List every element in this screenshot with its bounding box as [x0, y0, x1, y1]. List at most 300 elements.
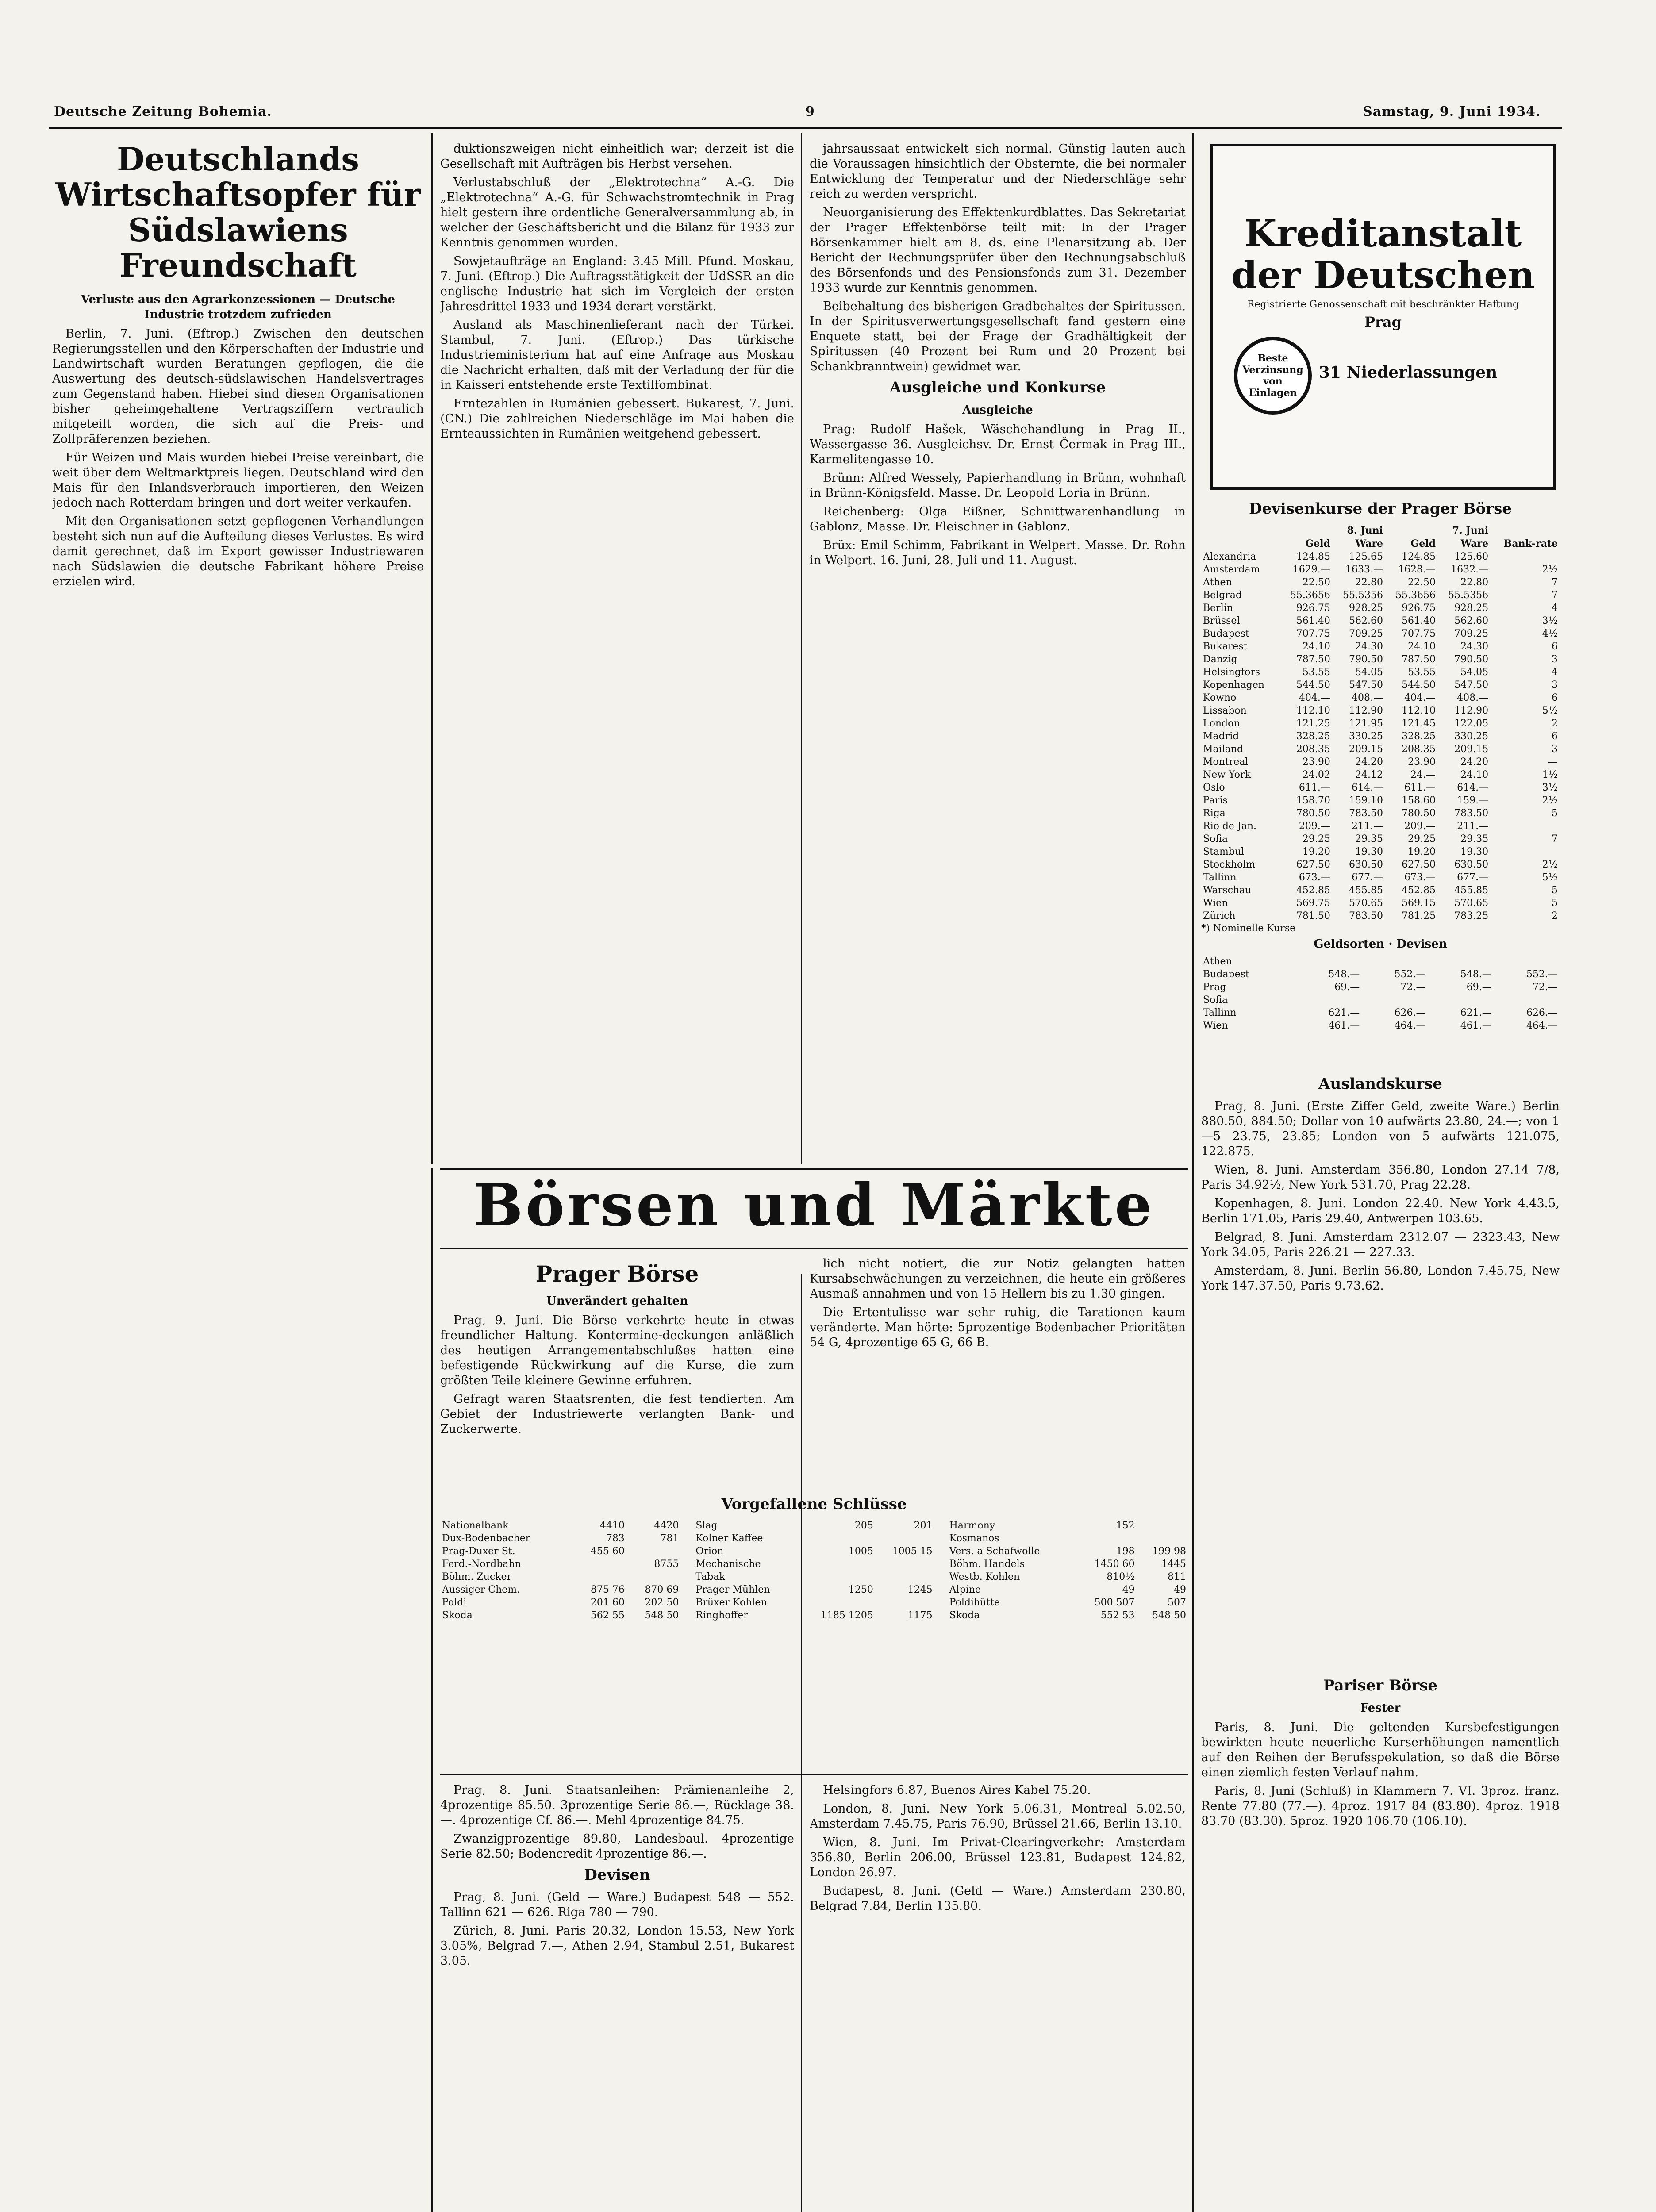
column-header: Geld: [1305, 538, 1330, 549]
table-cell: 2½: [1542, 859, 1558, 870]
table-cell: 455.85: [1454, 885, 1489, 896]
ad-branches: 31 Niederlassungen: [1319, 363, 1498, 382]
table-cell: 562.60: [1454, 615, 1489, 626]
table-row: [1201, 833, 1560, 845]
article-main: [52, 142, 424, 2212]
row-label: Amsterdam: [1203, 564, 1260, 575]
table-cell: 22.80: [1355, 577, 1383, 588]
table-cell: 787.50: [1402, 654, 1436, 665]
table-cell: 205: [854, 1520, 873, 1531]
table-cell: [626, 1571, 680, 1583]
table-cell: 328.25: [1402, 731, 1436, 742]
table-cell: [799, 1596, 875, 1609]
schluesse-section: [440, 1491, 1188, 1622]
table-cell: 3½: [1542, 615, 1558, 626]
prager-boerse-item: Prag, 9. Juni. Die Börse verkehrte heute in etwas freundlicher Haltung. Kontermine-deckungen anläßlich des heutigen Arrangementabschlußes hatten eine befestigende Rückwirkung auf die Kurse, die zum größten Teile kleinere Gewinne erfuhren.: [440, 1313, 794, 1387]
table-cell: [1428, 955, 1494, 968]
table-cell: 152: [1116, 1520, 1135, 1531]
table-cell: 552 53: [1100, 1610, 1135, 1621]
table-row: [948, 1545, 1188, 1558]
table-cell: 3: [1552, 680, 1558, 691]
row-label: Montreal: [1203, 757, 1249, 768]
row-label: Tabak: [695, 1571, 725, 1582]
row-label: Wien: [1203, 898, 1228, 909]
table-cell: 23.90: [1302, 757, 1330, 768]
table-cell: 626.—: [1526, 1007, 1558, 1018]
row-label: Vers. a Schafwolle: [949, 1546, 1040, 1557]
table-cell: 544.50: [1402, 680, 1436, 691]
row-label: Alexandria: [1203, 551, 1256, 562]
table-cell: 570.65: [1349, 898, 1383, 909]
table-cell: 455.85: [1349, 885, 1383, 896]
table-cell: 811: [1167, 1571, 1186, 1582]
table-cell: 209.15: [1349, 744, 1383, 755]
news-item: jahrsaussaat entwickelt sich normal. Günstig lauten auch die Voraussagen hinsichtlich der Obsternte, die bei normaler Entwicklung der Temperatur und der Niederschläge sehr reich zu werden verspricht.: [810, 142, 1186, 201]
table-cell: 781.50: [1296, 910, 1330, 922]
row-label: Warschau: [1203, 885, 1252, 896]
table-cell: 209.—: [1404, 821, 1436, 832]
table-cell: 1629.—: [1292, 564, 1330, 575]
row-label: Lissabon: [1203, 705, 1247, 716]
table-cell: 112.10: [1296, 705, 1330, 716]
market-item: lich nicht notiert, die zur Notiz gelangten hatten Kursabschwächungen zu verzeichnen, die heute ein größeres Ausmaß annahmen und von 15 Hellern bis zu 1.30 gingen.: [810, 1257, 1186, 1301]
table-cell: 72.—: [1533, 982, 1558, 993]
table-cell: 55.5356: [1448, 590, 1489, 601]
table-row: [440, 1571, 680, 1583]
auslandskurse-item: Kopenhagen, 8. Juni. London 22.40. New York 4.43.5, Berlin 171.05, Paris 29.40, Antwerpen 103.65.: [1201, 1197, 1560, 1225]
table-cell: 4420: [654, 1520, 679, 1531]
table-cell: 709.25: [1349, 628, 1383, 639]
staatsanleihen-section: [440, 1783, 794, 2212]
table-row: [948, 1609, 1188, 1622]
table-cell: 24.10: [1302, 641, 1330, 652]
row-label: Athen: [1203, 577, 1232, 588]
pariser-boerse-title: Pariser Börse: [1323, 1677, 1438, 1694]
table-row: [1201, 820, 1560, 833]
ausgleiche-heading: Ausgleiche und Konkurse: [889, 379, 1106, 396]
row-label: Kolner Kaffee: [695, 1533, 763, 1544]
table-row: [1201, 691, 1560, 704]
table-cell: 507: [1167, 1597, 1186, 1608]
table-cell: 928.25: [1349, 603, 1383, 614]
table-cell: 54.05: [1460, 667, 1489, 678]
schluesse-rule: [440, 1774, 1188, 1775]
row-label: Aussiger Chem.: [442, 1584, 520, 1595]
exchange-item: London, 8. Juni. New York 5.06.31, Montreal 5.02.50, Amsterdam 7.45.75, Paris 76.90, Brüssel 21.66, Berlin 13.10.: [810, 1802, 1186, 1831]
table-cell: 783.50: [1454, 808, 1489, 819]
table-cell: 1628.—: [1398, 564, 1436, 575]
table-cell: 630.50: [1349, 859, 1383, 870]
column-divider: [431, 1168, 433, 2212]
row-label: Athen: [1203, 956, 1232, 967]
bank-advertisement: [1210, 144, 1556, 490]
schluesse-left-body: [440, 1519, 680, 1622]
pariser-boerse-sub: Fester: [1360, 1701, 1401, 1715]
column-2-upper: [440, 142, 794, 1159]
table-cell: [875, 1571, 934, 1583]
pariser-boerse-section: [1201, 1672, 1560, 2212]
table-date-row: [1201, 524, 1560, 537]
table-row: [440, 1545, 680, 1558]
row-label: Kosmanos: [949, 1533, 999, 1544]
table-cell: 5½: [1542, 872, 1558, 883]
table-cell: 53.55: [1408, 667, 1436, 678]
ad-title-line2: der Deutschen: [1231, 253, 1535, 297]
table-row: [440, 1583, 680, 1596]
table-cell: 783: [606, 1533, 625, 1544]
table-cell: 8755: [654, 1559, 679, 1570]
table-cell: 201 60: [590, 1597, 625, 1608]
table-cell: 677.—: [1457, 872, 1489, 883]
row-label: Harmony: [949, 1520, 995, 1531]
table-cell: 5: [1552, 808, 1558, 819]
row-label: Berlin: [1203, 603, 1233, 614]
table-cell: 208.35: [1402, 744, 1436, 755]
table-cell: 552.—: [1526, 969, 1558, 980]
table-cell: [875, 1532, 934, 1545]
table-row: [1201, 743, 1560, 756]
table-cell: 4: [1552, 667, 1558, 678]
table-cell: 781.25: [1402, 910, 1436, 922]
row-label: Böhm. Zucker: [442, 1571, 512, 1582]
table-row: [948, 1558, 1188, 1571]
table-cell: 1445: [1161, 1559, 1186, 1570]
column-divider: [801, 133, 802, 1164]
table-cell: 404.—: [1299, 692, 1330, 703]
ad-stamp-text: Beste Verzinsung von Einlagen: [1242, 353, 1303, 399]
noten-table: [1201, 955, 1560, 1032]
table-cell: 4: [1552, 603, 1558, 614]
table-cell: 23.90: [1408, 757, 1436, 768]
row-label: London: [1203, 718, 1240, 729]
table-cell: 6: [1552, 692, 1558, 703]
table-cell: 24.10: [1408, 641, 1436, 652]
table-cell: 19.20: [1302, 846, 1330, 857]
table-row: [1201, 981, 1560, 994]
row-label: New York: [1203, 769, 1251, 780]
table-cell: 709.25: [1454, 628, 1489, 639]
table-row: [1201, 589, 1560, 602]
table-cell: 2½: [1542, 795, 1558, 806]
table-cell: 7: [1552, 590, 1558, 601]
row-label: Tallinn: [1203, 1007, 1237, 1018]
ausgleich-item: Brünn: Alfred Wessely, Papierhandlung in Brünn, wohnhaft in Brünn-Königsfeld. Masse. Dr. Leopold Loria in Brünn.: [810, 471, 1186, 500]
table-cell: 330.25: [1349, 731, 1383, 742]
column-header: Ware: [1460, 538, 1489, 549]
table-cell: 2: [1552, 718, 1558, 729]
banner-rule-bottom: [440, 1248, 1188, 1249]
table-cell: 112.90: [1349, 705, 1383, 716]
table-row: [1201, 563, 1560, 576]
row-label: Bukarest: [1203, 641, 1248, 652]
table-row: [1201, 679, 1560, 691]
pariser-boerse-item: Paris, 8. Juni (Schluß) in Klammern 7. VI. 3proz. franz. Rente 77.80 (77.—). 4proz. 1917 84 (83.80). 4proz. 1918 83.70 (83.30). 5proz. 1920 106.70 (106.10).: [1201, 1784, 1560, 1828]
row-label: Prag: [1203, 982, 1226, 993]
table-cell: 790.50: [1349, 654, 1383, 665]
ad-city: Prag: [1364, 314, 1402, 330]
news-item: duktionszweigen nicht einheitlich war; derzeit ist die Gesellschaft mit Aufträgen bis Herbst versehen.: [440, 142, 794, 171]
table-cell: 1185 1205: [820, 1610, 873, 1621]
row-label: Sofia: [1203, 995, 1228, 1006]
table-cell: 464.—: [1394, 1020, 1426, 1031]
table-cell: 22.50: [1302, 577, 1330, 588]
date-header: 8. Juni: [1347, 525, 1383, 536]
table-cell: [1361, 994, 1427, 1006]
row-label: Wien: [1203, 1020, 1228, 1031]
news-item: Verlustabschluß der „Elektrotechna“ A.-G. Die „Elektrotechna“ A.-G. für Schwachstromtechnik in Prag hielt gestern ihre ordentliche Generalversammlung ab, in welcher der Geschäftsbericht und die Bilanz für 1933 zur Kenntnis genommen wurden.: [440, 176, 794, 250]
column-3-bottom: [810, 1783, 1186, 2212]
table-cell: 49: [1173, 1584, 1186, 1595]
ad-tagline: Registrierte Genossenschaft mit beschränkter Haftung: [1247, 299, 1519, 310]
table-cell: 53.55: [1302, 667, 1330, 678]
table-cell: 461.—: [1328, 1020, 1360, 1031]
table-row: [1201, 602, 1560, 614]
row-label: Poldihütte: [949, 1597, 1000, 1608]
table-cell: 1005: [848, 1546, 873, 1557]
table-cell: 112.90: [1454, 705, 1489, 716]
ad-stamp-icon: [1234, 337, 1312, 415]
table-cell: 122.05: [1454, 718, 1489, 729]
table-row: [1201, 955, 1560, 968]
table-cell: 621.—: [1328, 1007, 1360, 1018]
table-row: [1201, 653, 1560, 666]
devisen-bottom-item: Zürich, 8. Juni. Paris 20.32, London 15.53, New York 3.05%, Belgrad 7.—, Athen 2.94, Stambul 2.51, Bukarest 3.05.: [440, 1924, 794, 1968]
table-cell: [1137, 1519, 1188, 1532]
table-cell: [1295, 994, 1361, 1006]
table-row: [694, 1571, 934, 1583]
column-header: Geld: [1410, 538, 1436, 549]
table-cell: 112.10: [1402, 705, 1436, 716]
table-cell: 4410: [599, 1520, 625, 1531]
table-row: [1201, 730, 1560, 743]
table-cell: 5: [1552, 898, 1558, 909]
row-label: Alpine: [949, 1584, 981, 1595]
table-row: [440, 1609, 680, 1622]
table-cell: [875, 1596, 934, 1609]
devisen-note: *) Nominelle Kurse: [1201, 923, 1296, 934]
table-row: [694, 1532, 934, 1545]
row-label: Mechanische: [695, 1559, 761, 1570]
table-cell: 673.—: [1404, 872, 1436, 883]
table-row: [1201, 1019, 1560, 1032]
table-cell: 158.70: [1296, 795, 1330, 806]
table-cell: 3: [1552, 744, 1558, 755]
row-label: Kowno: [1203, 692, 1237, 703]
prager-boerse-sub: Unverändert gehalten: [546, 1294, 688, 1308]
table-cell: [1490, 845, 1560, 858]
auslandskurse-item: Prag, 8. Juni. (Erste Ziffer Geld, zweite Ware.) Berlin 880.50, 884.50; Dollar von 10 aufwärts 23.80, 24.—; von 1—5 23.75, 23.85; London von 5 aufwärts 121.075, 122.875.: [1201, 1099, 1560, 1158]
table-cell: 72.—: [1400, 982, 1426, 993]
table-cell: 408.—: [1457, 692, 1489, 703]
table-row: [1201, 640, 1560, 653]
schluesse-table-right: [948, 1519, 1188, 1622]
row-label: Kopenhagen: [1203, 680, 1264, 691]
table-cell: 6: [1552, 641, 1558, 652]
table-cell: 780.50: [1296, 808, 1330, 819]
table-cell: 1250: [848, 1584, 873, 1595]
page-number: 9: [805, 104, 815, 119]
noten-title: Geldsorten · Devisen: [1314, 937, 1447, 951]
table-cell: 125.65: [1349, 551, 1383, 562]
table-cell: 1175: [907, 1610, 933, 1621]
table-cell: 614.—: [1351, 782, 1383, 793]
row-label: Rio de Jan.: [1203, 821, 1257, 832]
table-cell: 570.65: [1454, 898, 1489, 909]
table-cell: 198: [1116, 1546, 1135, 1557]
row-label: Oslo: [1203, 782, 1225, 793]
table-cell: 24.20: [1355, 757, 1383, 768]
table-cell: 544.50: [1296, 680, 1330, 691]
table-row: [440, 1519, 680, 1532]
schluesse-right-body: [948, 1519, 1188, 1622]
table-cell: 548 50: [645, 1610, 679, 1621]
row-label: Stockholm: [1203, 859, 1256, 870]
table-cell: 121.95: [1349, 718, 1383, 729]
table-cell: 464.—: [1526, 1020, 1558, 1031]
column-divider: [801, 1274, 802, 2212]
table-cell: 24.30: [1460, 641, 1489, 652]
table-cell: 408.—: [1351, 692, 1383, 703]
table-cell: 24.10: [1460, 769, 1489, 780]
table-cell: [799, 1571, 875, 1583]
table-row: [1201, 897, 1560, 910]
table-cell: 611.—: [1299, 782, 1330, 793]
table-cell: 24.20: [1460, 757, 1489, 768]
table-cell: 211.—: [1351, 821, 1383, 832]
table-cell: [799, 1532, 875, 1545]
staatsanleihen-item: Zwanzigprozentige 89.80, Landesbaul. 4prozentige Serie 82.50; Bodencredit 4prozentige 86.—.: [440, 1832, 794, 1861]
exchange-item: Helsingfors 6.87, Buenos Aires Kabel 75.20.: [823, 1783, 1091, 1797]
table-cell: 1450 60: [1094, 1559, 1135, 1570]
row-label: Danzig: [1203, 654, 1237, 665]
table-cell: 569.15: [1402, 898, 1436, 909]
news-item: Neuorganisierung des Effektenkurdblattes. Das Sekretariat der Prager Effektenbörse teilt mit: In der Prager Börsenkammer hielt am 8. ds. eine Plenarsitzung ab. Der Bericht der Rechnungsprüfer über den Rechnungsabschluß des Börsenfonds und des Pensionsfonds zum 31. Dezember 1933 wurde zur Kenntnis genommen.: [810, 206, 1186, 295]
table-cell: 562.60: [1349, 615, 1383, 626]
column-divider: [431, 133, 433, 1164]
table-cell: 2½: [1542, 564, 1558, 575]
table-row: [948, 1571, 1188, 1583]
table-cell: 1633.—: [1345, 564, 1383, 575]
table-cell: [1295, 955, 1361, 968]
table-row: [1201, 871, 1560, 884]
table-row: [948, 1596, 1188, 1609]
table-row: [1201, 576, 1560, 589]
table-row: [694, 1596, 934, 1609]
table-cell: 24.—: [1410, 769, 1436, 780]
staatsanleihen-item: Prag, 8. Juni. Staatsanleihen: Prämienanleihe 2, 4prozentige 85.50. 3prozentige Serie 86.—, Rücklage 38.—. 4prozentige Cf. 86.—. Mehl 4prozentige 84.75.: [440, 1783, 794, 1827]
table-row: [1201, 717, 1560, 730]
table-row: [1201, 845, 1560, 858]
table-row: [948, 1519, 1188, 1532]
row-label: Budapest: [1203, 628, 1249, 639]
table-cell: 500 507: [1094, 1597, 1135, 1608]
table-cell: 673.—: [1299, 872, 1330, 883]
schluesse-middle-body: [694, 1519, 934, 1622]
column-3-market-text: [810, 1256, 1186, 1478]
auslandskurse-title: Auslandskurse: [1318, 1075, 1442, 1093]
table-row: [1201, 807, 1560, 820]
table-cell: 810½: [1107, 1571, 1135, 1582]
table-cell: 548 50: [1152, 1610, 1186, 1621]
header-rule: [49, 127, 1562, 129]
table-cell: 552.—: [1394, 969, 1426, 980]
table-cell: 783.50: [1349, 910, 1383, 922]
pariser-boerse-item: Paris, 8. Juni. Die geltenden Kursbefestigungen bewirkten heute neuerliche Kurserhöhungen namentlich auf den Reihen der Berufsspekulation, so daß die Börse einen ziemlich festen Verlauf nahm.: [1201, 1720, 1560, 1779]
schluesse-title: Vorgefallene Schlüsse: [721, 1495, 907, 1513]
table-cell: [1428, 994, 1494, 1006]
devisen-bottom-item: Prag, 8. Juni. (Geld — Ware.) Budapest 548 — 552. Tallinn 621 — 626. Riga 780 — 790.: [440, 1890, 794, 1919]
table-cell: [1490, 550, 1560, 563]
table-cell: 707.75: [1296, 628, 1330, 639]
noten-table-body: [1201, 955, 1560, 1032]
article-subtitle: Verluste aus den Agrarkonzessionen — Deutsche Industrie trotzdem zufrieden: [81, 293, 396, 321]
row-label: Orion: [695, 1546, 724, 1557]
table-cell: 790.50: [1454, 654, 1489, 665]
table-row: [694, 1519, 934, 1532]
newspaper-name: Deutsche Zeitung Bohemia.: [54, 104, 272, 119]
table-cell: 781: [660, 1533, 679, 1544]
row-label: Skoda: [949, 1610, 980, 1621]
article-paragraph: Berlin, 7. Juni. (Eftrop.) Zwischen den deutschen Regierungsstellen und den Körperschaften der Industrie und Landwirtschaft wurden Beratungen gepflogen, die die Auswertung des deutsch-südslawischen Handelsvertrages zum Gegenstand haben. Hiebei sind diesen Organisationen bisher geheimgehaltene Vertragsziffern vertraulich mitgeteilt worden, die sich auf die Preis- und Zollpräferenzen beziehen.: [52, 327, 424, 446]
devisen-section: [1201, 495, 1560, 1032]
ausgleich-item: Prag: Rudolf Hašek, Wäschehandlung in Prag II., Wassergasse 36. Ausgleichsv. Dr. Ernst Čermak in Prag III., Karmelitengasse 10.: [810, 422, 1186, 466]
row-label: Madrid: [1203, 731, 1239, 742]
row-label: Zürich: [1203, 910, 1236, 922]
table-cell: 561.40: [1296, 615, 1330, 626]
table-cell: [875, 1558, 934, 1571]
table-cell: 614.—: [1457, 782, 1489, 793]
table-cell: 783.50: [1349, 808, 1383, 819]
table-cell: 627.50: [1402, 859, 1436, 870]
table-cell: 547.50: [1349, 680, 1383, 691]
table-cell: 124.85: [1402, 551, 1436, 562]
table-cell: 69.—: [1466, 982, 1492, 993]
table-cell: 209.—: [1299, 821, 1330, 832]
ad-title-line1: Kreditanstalt: [1244, 211, 1522, 255]
row-label: Brüxer Kohlen: [695, 1597, 767, 1608]
table-cell: 404.—: [1404, 692, 1436, 703]
table-cell: 54.05: [1355, 667, 1383, 678]
row-label: Budapest: [1203, 969, 1249, 980]
table-cell: 780.50: [1402, 808, 1436, 819]
table-cell: 55.3656: [1395, 590, 1436, 601]
table-cell: [572, 1558, 626, 1571]
row-label: Ringhoffer: [695, 1610, 748, 1621]
table-row: [948, 1532, 1188, 1545]
row-label: Paris: [1203, 795, 1228, 806]
table-cell: 452.85: [1296, 885, 1330, 896]
row-label: Helsingfors: [1203, 667, 1260, 678]
table-row: [1201, 910, 1560, 922]
table-cell: 569.75: [1296, 898, 1330, 909]
table-header-row: [1201, 537, 1560, 550]
table-cell: 19.30: [1460, 846, 1489, 857]
table-row: [440, 1532, 680, 1545]
exchange-item: Wien, 8. Juni. Im Privat-Clearingverkehr: Amsterdam 356.80, Berlin 206.00, Brüssel 123.81, Budapest 124.82, London 26.97.: [810, 1836, 1186, 1879]
prager-boerse-title: Prager Börse: [535, 1261, 699, 1287]
table-cell: 6: [1552, 731, 1558, 742]
row-label: Prag-Duxer St.: [442, 1546, 515, 1557]
auslandskurse-item: Belgrad, 8. Juni. Amsterdam 2312.07 — 2323.43, New York 34.05, Paris 226.21 — 227.33.: [1201, 1230, 1560, 1259]
row-label: Skoda: [442, 1610, 473, 1621]
table-cell: 158.60: [1402, 795, 1436, 806]
table-cell: [626, 1545, 680, 1558]
table-cell: 202 50: [645, 1597, 679, 1608]
ausgleich-item: Brüx: Emil Schimm, Fabrikant in Welpert. Masse. Dr. Rohn in Welpert. 16. Juni, 28. Juli und 11. August.: [810, 538, 1186, 567]
table-cell: 55.5356: [1342, 590, 1383, 601]
table-cell: 548.—: [1460, 969, 1492, 980]
table-cell: [1490, 820, 1560, 833]
